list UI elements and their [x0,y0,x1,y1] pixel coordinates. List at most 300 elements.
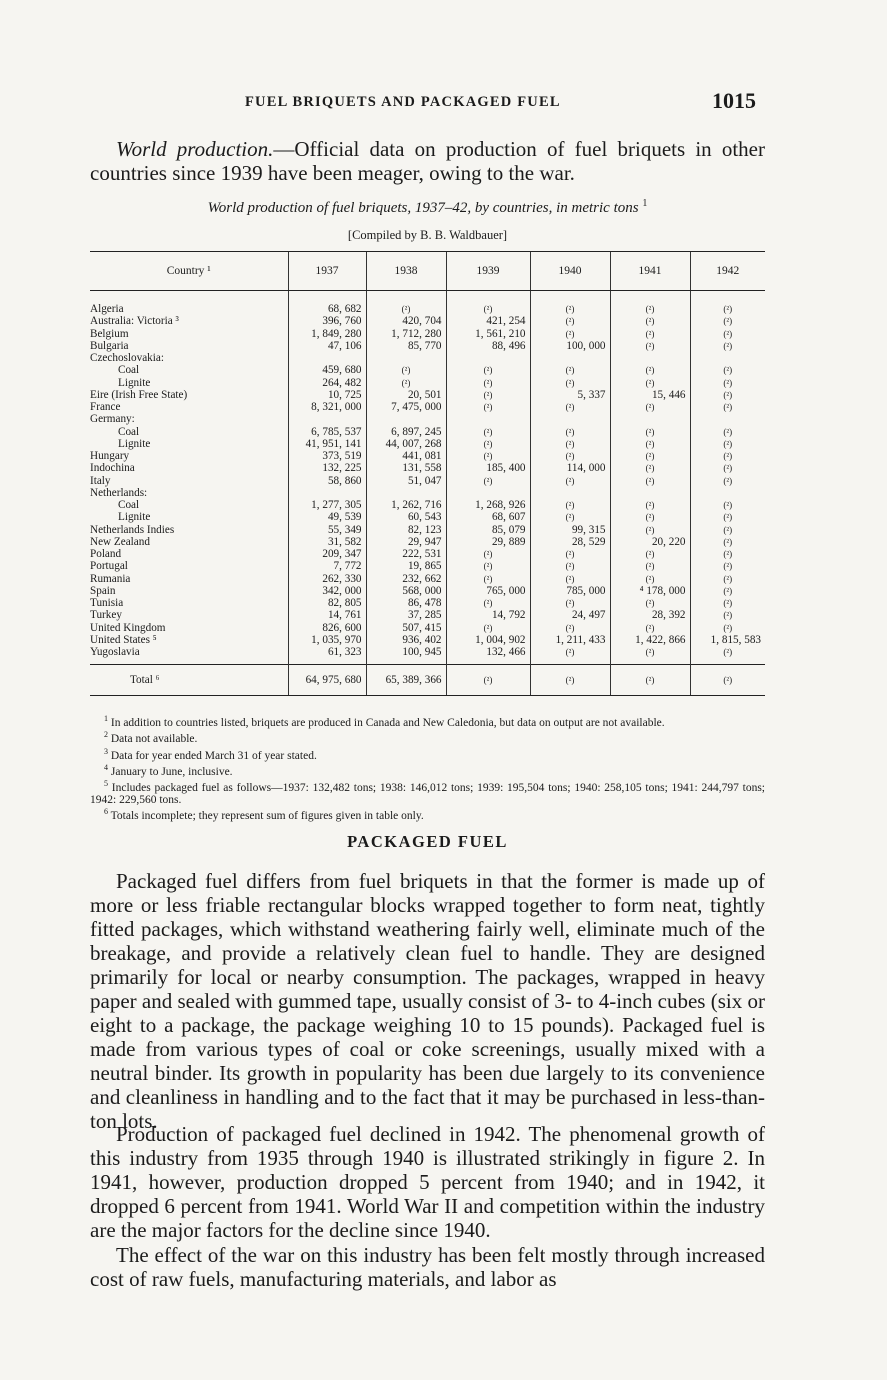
value-cell: (²) [690,315,765,327]
country-cell [90,426,288,438]
footnote [90,746,765,762]
value-cell: 441, 081 [366,450,446,462]
value-cell: 114, 000 [530,462,610,474]
column-header-country: Country ¹ [90,252,288,291]
value-cell: (²) [690,585,765,597]
value-cell: (²) [610,364,690,376]
value-cell: 88, 496 [446,340,530,352]
country-name: Hungary [90,450,130,463]
value-cell: (²) [610,401,690,413]
value-cell: (²) [610,560,690,572]
country-name: Portugal [90,560,128,573]
country-name: United Kingdom [90,621,166,634]
country-name: Italy [90,474,111,487]
value-cell: (²) [690,475,765,487]
country-name: Netherlands: [90,486,148,499]
table-row [90,340,765,352]
value-cell: 85, 770 [366,340,446,352]
value-cell: 29, 889 [446,536,530,548]
country-name: Czechoslovakia: [90,352,164,365]
page-number: 1015 [712,88,756,113]
value-cell: (²) [446,450,530,462]
country-name: Algeria [90,303,124,316]
value-cell: 55, 349 [288,524,366,536]
table-title-note: 1 [642,198,648,209]
value-cell [530,487,610,499]
country-name: Poland [90,548,122,561]
footnote [90,778,765,806]
value-cell: (²) [610,622,690,634]
value-cell: 826, 600 [288,622,366,634]
country-name: Netherlands Indies [90,523,175,536]
value-cell: (²) [690,646,765,665]
value-cell: 420, 704 [366,315,446,327]
country-name: Coal [118,364,140,377]
total-value-cell: (²) [690,665,765,696]
value-cell: 262, 330 [288,573,366,585]
country-name: Indochina [90,462,135,475]
column-header-year: 1942 [690,252,765,291]
table-row [90,548,765,560]
value-cell: 24, 497 [530,609,610,621]
value-cell [610,352,690,364]
country-cell [90,548,288,560]
value-cell: 20, 501 [366,389,446,401]
column-header-year: 1938 [366,252,446,291]
table-row [90,622,765,634]
value-cell: (²) [530,364,610,376]
value-cell: 58, 860 [288,475,366,487]
table-row [90,646,765,665]
value-cell: (²) [530,548,610,560]
value-cell: 1, 211, 433 [530,634,610,646]
country-name: Turkey [90,609,122,622]
value-cell: (²) [530,573,610,585]
value-cell: (²) [446,401,530,413]
country-name: Tunisia [90,597,124,610]
value-cell: (²) [610,499,690,511]
country-name: Rumania [90,572,131,585]
value-cell [366,352,446,364]
value-cell [446,487,530,499]
value-cell: (²) [530,328,610,340]
table-row [90,328,765,340]
value-cell: (²) [610,438,690,450]
value-cell: (²) [446,475,530,487]
table-row [90,475,765,487]
country-cell [90,315,288,327]
value-cell: (²) [610,597,690,609]
value-cell: 7, 475, 000 [366,401,446,413]
value-cell: (²) [690,340,765,352]
total-value-cell: (²) [446,665,530,696]
value-cell: (²) [446,573,530,585]
value-cell: (²) [446,560,530,572]
country-name: Lignite [118,511,151,524]
value-cell: (²) [530,291,610,316]
value-cell: (²) [530,401,610,413]
footnote-mark: 2 [104,730,108,740]
value-cell: 373, 519 [288,450,366,462]
country-cell [90,438,288,450]
country-name: United States ⁵ [90,633,157,646]
country-cell [90,401,288,413]
body-paragraph-1: Packaged fuel differs from fuel briquets in that the former is made up of more or less friable rectangular blocks wrapped together to form neat, tightly fitted packages, which withstand weathering fairly well, eliminate much of the breakage, and provide a relatively clean fuel to handle. They are designed primarily for local or nearby consumption. The packages, wrapped in heavy paper and sealed with gummed tape, usually consist of 3- to 4-inch cubes (six or eight to a package, the package weighing 10 to 15 pounds). Packaged fuel is made from various types of coal or coke screenings, usually mixed with a neutral binder. Its growth in popularity has been due largely to its convenience and cleanliness in handling and to the fact that it may be purchased in less-than-ton lots. [90,869,765,1133]
value-cell [366,413,446,425]
value-cell: (²) [446,377,530,389]
country-cell [90,377,288,389]
table-row [90,524,765,536]
value-cell [288,413,366,425]
value-cell: 28, 392 [610,609,690,621]
value-cell: (²) [446,622,530,634]
country-name: Bulgaria [90,339,129,352]
value-cell: 1, 815, 583 [690,634,765,646]
footnote-text: Data for year ended March 31 of year stated. [110,749,317,762]
value-cell [446,352,530,364]
value-cell: 1, 035, 970 [288,634,366,646]
table-row [90,291,765,316]
table-title-text: World production of fuel briquets, 1937–42, by countries, in metric tons [207,200,639,216]
value-cell: (²) [690,364,765,376]
value-cell: (²) [690,291,765,316]
table-row [90,487,765,499]
table-compiled-by: [Compiled by B. B. Waldbauer] [347,228,508,242]
value-cell: 1, 262, 716 [366,499,446,511]
section-heading: PACKAGED FUEL [347,832,508,851]
table-row [90,462,765,474]
intro-paragraph [90,137,765,185]
value-cell: 49, 539 [288,511,366,523]
value-cell: 131, 558 [366,462,446,474]
footnote [90,729,765,745]
country-cell [90,475,288,487]
table-row [90,352,765,364]
footnote [90,762,765,778]
value-cell [446,413,530,425]
value-cell: 86, 478 [366,597,446,609]
value-cell: (²) [610,377,690,389]
footnote-text: January to June, inclusive. [110,765,233,778]
footnote-text: Includes packaged fuel as follows—1937: 132,482 tons; 1938: 146,012 tons; 1939: 195,504 tons; 1940: 258,105 tons; 1941: 244,797 tons; 1942: 229,560 tons. [90,782,765,806]
value-cell: ⁴ 178, 000 [610,585,690,597]
value-cell: (²) [690,328,765,340]
value-cell: 6, 897, 245 [366,426,446,438]
value-cell: 20, 220 [610,536,690,548]
value-cell: (²) [690,560,765,572]
value-cell: 1, 712, 280 [366,328,446,340]
table-row [90,438,765,450]
value-cell: (²) [610,511,690,523]
value-cell: (²) [610,548,690,560]
table-row [90,426,765,438]
table-row [90,413,765,425]
body-paragraph-2: Production of packaged fuel declined in 1942. The phenomenal growth of this industry from 1935 through 1940 is illustrated strikingly in figure 2. In 1941, however, production dropped 5 percent from 1940; and in 1942, it dropped 6 percent from 1941. World War II and competition within the industry are the major factors for the decline since 1940. [90,1122,765,1242]
country-cell [90,511,288,523]
country-name: Coal [118,499,140,512]
value-cell: (²) [690,536,765,548]
value-cell: 41, 951, 141 [288,438,366,450]
country-cell [90,573,288,585]
value-cell: 1, 422, 866 [610,634,690,646]
value-cell: (²) [530,597,610,609]
table-row [90,536,765,548]
value-cell: (²) [530,622,610,634]
value-cell: 8, 321, 000 [288,401,366,413]
value-cell: 507, 415 [366,622,446,634]
intro-text: —Official data on production of fuel briquets in other countries since 1939 have been meager, owing to the war. [90,137,765,185]
value-cell: 936, 402 [366,634,446,646]
value-cell [288,352,366,364]
table-row [90,389,765,401]
value-cell: (²) [610,524,690,536]
value-cell: 85, 079 [446,524,530,536]
value-cell: 568, 000 [366,585,446,597]
value-cell: (²) [446,597,530,609]
country-name: Yugoslavia [90,646,140,659]
footnote-text: In addition to countries listed, briquets are produced in Canada and New Caledonia, but data on output are not available. [110,716,665,729]
value-cell [690,487,765,499]
intro-lead: World production. [116,137,274,161]
table-row [90,377,765,389]
country-cell [90,622,288,634]
table-row [90,597,765,609]
total-value-cell: (²) [530,665,610,696]
value-cell: 1, 561, 210 [446,328,530,340]
value-cell: 28, 529 [530,536,610,548]
value-cell [610,413,690,425]
country-name: Lignite [118,437,151,450]
value-cell: 37, 285 [366,609,446,621]
value-cell: (²) [690,499,765,511]
value-cell: (²) [610,475,690,487]
value-cell: 82, 805 [288,597,366,609]
value-cell: (²) [610,426,690,438]
value-cell: 1, 849, 280 [288,328,366,340]
value-cell: 132, 225 [288,462,366,474]
column-header-year: 1941 [610,252,690,291]
value-cell: 10, 725 [288,389,366,401]
value-cell: 47, 106 [288,340,366,352]
country-cell [90,585,288,597]
value-cell [610,487,690,499]
country-name: Lignite [118,376,151,389]
country-cell [90,597,288,609]
country-cell [90,340,288,352]
value-cell: (²) [690,438,765,450]
country-name: Coal [118,425,140,438]
value-cell: 19, 865 [366,560,446,572]
value-cell [288,487,366,499]
column-header-year: 1939 [446,252,530,291]
value-cell: (²) [690,622,765,634]
value-cell: (²) [530,315,610,327]
value-cell: 5, 337 [530,389,610,401]
value-cell: 1, 277, 305 [288,499,366,511]
footnotes [90,713,765,822]
value-cell: (²) [446,426,530,438]
running-head: FUEL BRIQUETS AND PACKAGED FUEL [245,94,561,110]
value-cell: (²) [690,426,765,438]
value-cell: (²) [530,499,610,511]
value-cell: 785, 000 [530,585,610,597]
value-cell: 7, 772 [288,560,366,572]
value-cell: 14, 792 [446,609,530,621]
body-paragraph-3: The effect of the war on this industry has been felt mostly through increased cost of raw fuels, manufacturing materials, and labor as [90,1243,765,1291]
value-cell: 1, 004, 902 [446,634,530,646]
value-cell: 14, 761 [288,609,366,621]
value-cell: (²) [446,438,530,450]
footnote-mark: 3 [104,746,108,756]
country-cell [90,609,288,621]
value-cell: (²) [610,450,690,462]
value-cell: (²) [690,524,765,536]
table-row [90,499,765,511]
value-cell: (²) [446,364,530,376]
country-cell [90,487,288,499]
value-cell: (²) [690,377,765,389]
value-cell: 68, 607 [446,511,530,523]
value-cell: 132, 466 [446,646,530,665]
value-cell: (²) [446,291,530,316]
value-cell: 44, 007, 268 [366,438,446,450]
country-name: Eire (Irish Free State) [90,388,188,401]
value-cell: (²) [530,646,610,665]
country-cell [90,352,288,364]
value-cell: 342, 000 [288,585,366,597]
value-cell: (²) [610,340,690,352]
country-cell [90,634,288,646]
value-cell: 82, 123 [366,524,446,536]
table-row [90,585,765,597]
value-cell: (²) [610,646,690,665]
value-cell: 232, 662 [366,573,446,585]
table-row [90,573,765,585]
value-cell: (²) [610,573,690,585]
country-cell [90,560,288,572]
table-row [90,401,765,413]
country-name: New Zealand [90,535,150,548]
value-cell: 15, 446 [610,389,690,401]
footnote-mark: 6 [104,807,108,817]
country-name: France [90,401,121,414]
value-cell [690,352,765,364]
value-cell: (²) [610,462,690,474]
country-name: Belgium [90,327,129,340]
footnote-mark: 4 [104,762,108,772]
country-cell [90,328,288,340]
table-row [90,450,765,462]
value-cell: 29, 947 [366,536,446,548]
table-row [90,634,765,646]
value-cell: 61, 323 [288,646,366,665]
country-name: Germany: [90,413,135,426]
column-header-year: 1940 [530,252,610,291]
value-cell: 31, 582 [288,536,366,548]
value-cell: (²) [530,560,610,572]
value-cell: (²) [446,548,530,560]
value-cell: (²) [690,597,765,609]
country-cell [90,450,288,462]
value-cell [530,352,610,364]
footnote [90,806,765,822]
value-cell: (²) [446,389,530,401]
footnote-mark: 5 [104,779,108,789]
value-cell: (²) [366,291,446,316]
country-cell [90,646,288,665]
country-cell [90,524,288,536]
value-cell [530,413,610,425]
value-cell: (²) [530,426,610,438]
footnote [90,713,765,729]
value-cell: 765, 000 [446,585,530,597]
column-header-year: 1937 [288,252,366,291]
value-cell: (²) [690,389,765,401]
value-cell [366,487,446,499]
value-cell: (²) [366,377,446,389]
value-cell: (²) [610,291,690,316]
value-cell: (²) [690,511,765,523]
total-value-cell: 65, 389, 366 [366,665,446,696]
value-cell [690,413,765,425]
value-cell: 209, 347 [288,548,366,560]
value-cell: 6, 785, 537 [288,426,366,438]
country-cell [90,291,288,316]
value-cell: (²) [610,328,690,340]
value-cell: 60, 543 [366,511,446,523]
value-cell: (²) [530,438,610,450]
value-cell: (²) [610,315,690,327]
value-cell: (²) [690,462,765,474]
table-row [90,315,765,327]
table-body [90,291,765,696]
value-cell: (²) [690,548,765,560]
table-row [90,560,765,572]
value-cell: 421, 254 [446,315,530,327]
value-cell: (²) [530,511,610,523]
country-cell [90,364,288,376]
value-cell: 1, 268, 926 [446,499,530,511]
country-cell [90,413,288,425]
table-row [90,511,765,523]
table-title [90,198,765,217]
total-value-cell: 64, 975, 680 [288,665,366,696]
table-header-row [90,252,765,291]
value-cell: (²) [690,401,765,413]
total-label: Total ⁶ [90,665,288,696]
production-table [90,251,765,696]
value-cell: 68, 682 [288,291,366,316]
value-cell: 185, 400 [446,462,530,474]
value-cell: 264, 482 [288,377,366,389]
total-value-cell: (²) [610,665,690,696]
value-cell: 100, 945 [366,646,446,665]
country-cell [90,389,288,401]
footnote-text: Data not available. [110,733,198,746]
footnote-text: Totals incomplete; they represent sum of figures given in table only. [110,809,424,822]
value-cell: (²) [366,364,446,376]
value-cell: 222, 531 [366,548,446,560]
total-row [90,665,765,696]
value-cell: (²) [530,450,610,462]
country-cell [90,462,288,474]
footnote-mark: 1 [104,714,108,723]
value-cell: (²) [690,609,765,621]
country-name: Spain [90,584,116,597]
value-cell: 459, 680 [288,364,366,376]
value-cell: (²) [530,377,610,389]
country-cell [90,499,288,511]
